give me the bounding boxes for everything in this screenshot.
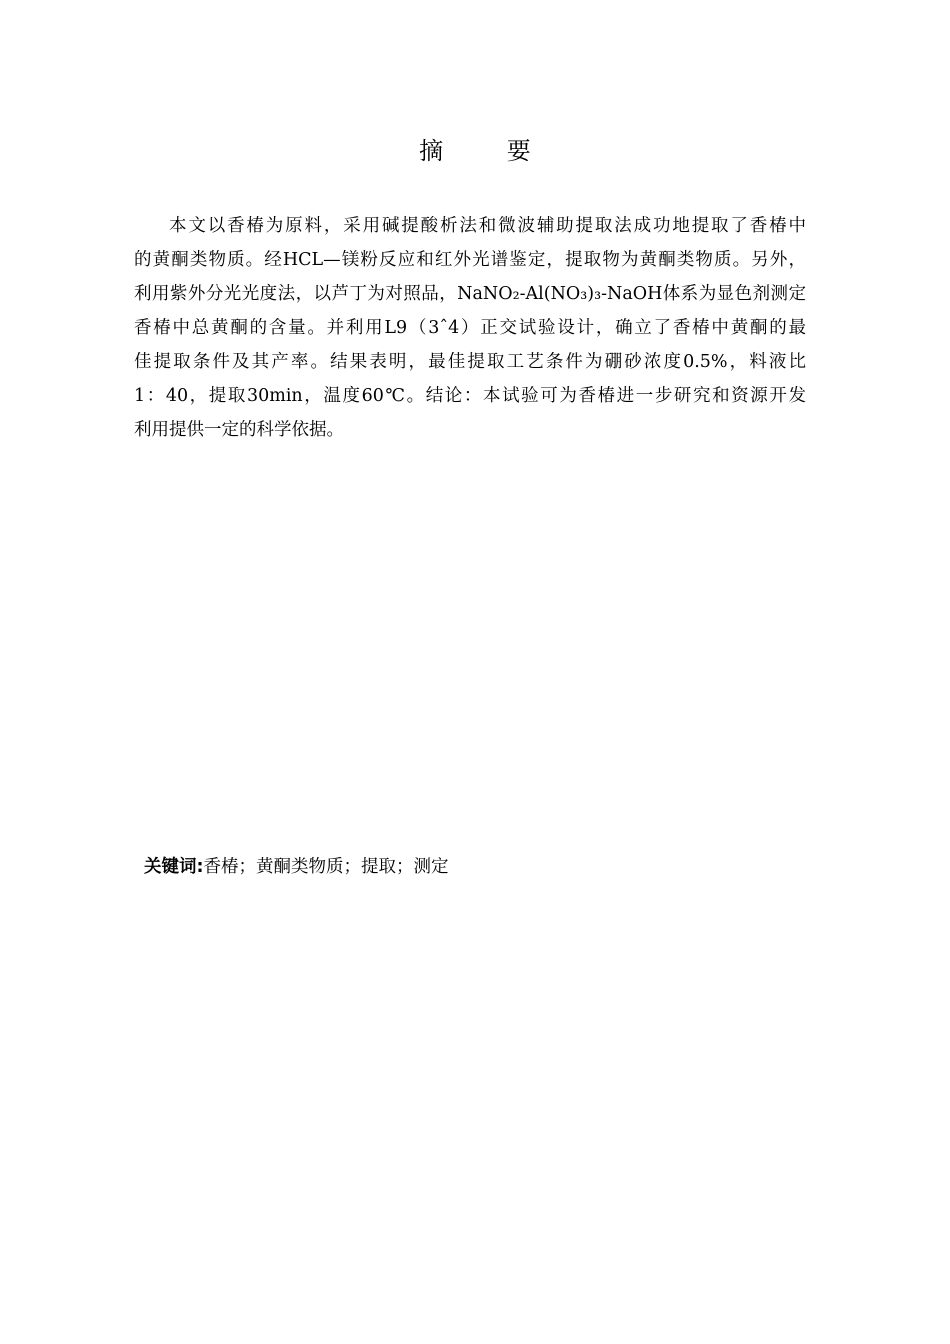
abstract-line: 香椿中总黄酮的含量。并利用L9（3ˆ4）正交试验设计，确立了香椿中黄酮的最 [134,318,806,338]
abstract-body [134,209,806,447]
abstract-line: 利用提供一定的科学依据。 [134,420,344,440]
abstract-line: 本文以香椿为原料，采用碱提酸析法和微波辅助提取法成功地提取了香椿中 [169,216,806,236]
keywords-section [144,852,449,882]
keywords-label: 关键词: [144,857,204,877]
abstract-line: 利用紫外分光光度法，以芦丁为对照品，NaNO₂-Al(NO₃)₃-NaOH体系为显色剂测定 [134,284,806,304]
abstract-line: 的黄酮类物质。经HCL—镁粉反应和红外光谱鉴定，提取物为黄酮类物质。另外， [134,250,806,270]
abstract-line: 佳提取条件及其产率。结果表明，最佳提取工艺条件为硼砂浓度0.5%，料液比 [134,352,806,372]
abstract-line: 1：40，提取30min，温度60℃。结论：本试验可为香椿进一步研究和资源开发 [134,386,806,406]
page-title: 摘 要 [419,137,559,165]
keywords-list: 香椿；黄酮类物质；提取；测定 [203,857,449,877]
